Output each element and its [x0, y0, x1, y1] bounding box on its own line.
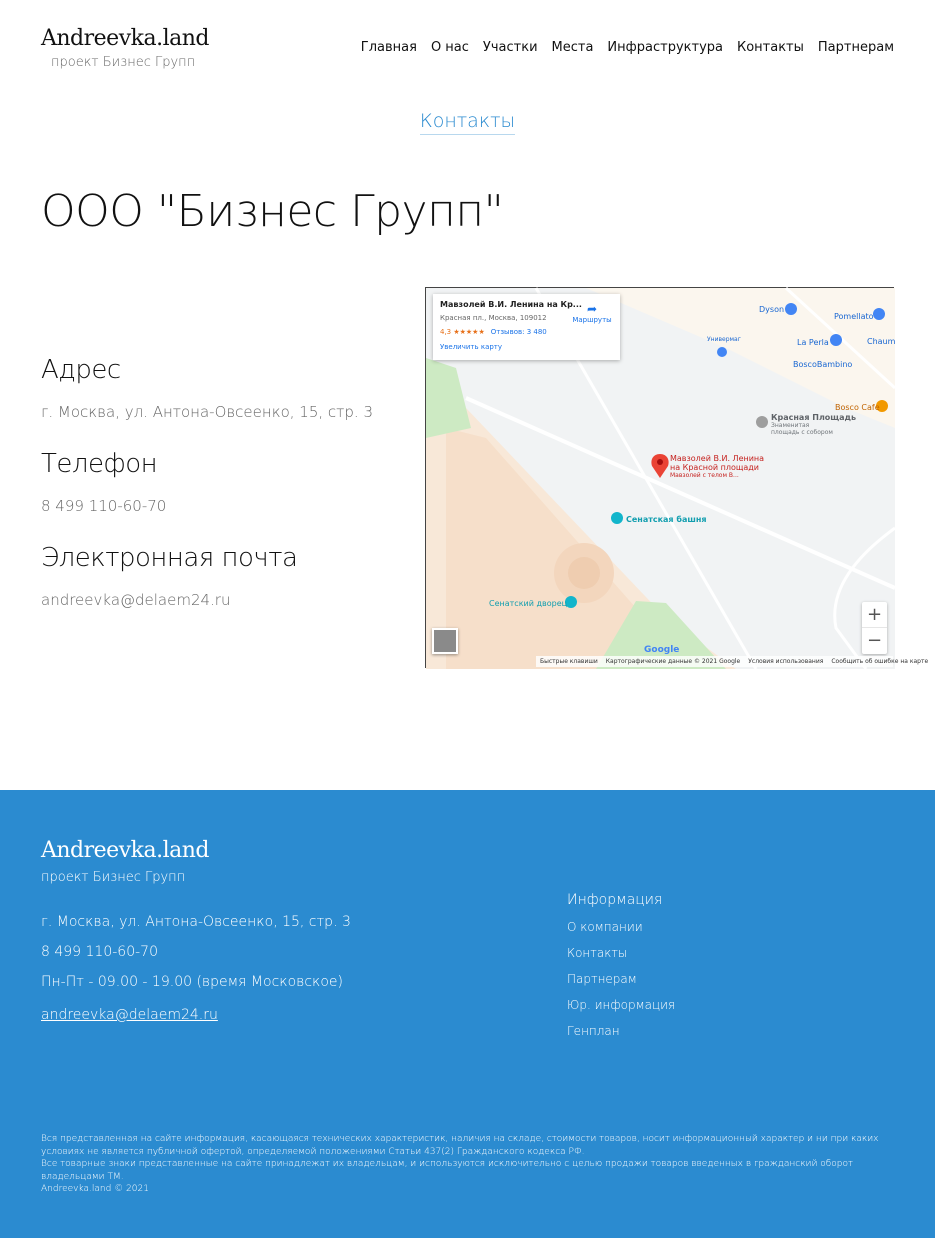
legal-trademarks: Все товарные знаки представленные на сайте принадлежат их владельцам, и используются исключительно с целью продажи товаров введенных в гражданский оборот владельцами ТМ. — [41, 1159, 853, 1182]
footer-hours: Пн-Пт - 09.00 - 19.00 (время Московское) — [41, 974, 343, 990]
email-value[interactable]: andreevka@delaem24.ru — [41, 591, 231, 609]
rating-stars: 4,3 ★★★★★ — [440, 328, 485, 336]
footer-legal — [41, 1133, 881, 1196]
map-zoom-controls — [862, 602, 887, 654]
enlarge-map-link[interactable]: Увеличить карту — [440, 343, 503, 351]
map-footer-terms[interactable]: Условия использования — [748, 658, 824, 665]
map-place-rating — [440, 328, 613, 336]
phone-heading: Телефон — [41, 449, 158, 479]
map-label-bosco-bambino[interactable]: BoscoBambino — [793, 360, 853, 369]
map-place-title: Мавзолей В.И. Ленина на Кр... — [440, 300, 582, 309]
reviews-link[interactable]: Отзывов: 3 480 — [490, 328, 547, 336]
site-footer — [0, 790, 935, 1238]
footer-email[interactable]: andreevka@delaem24.ru — [41, 1007, 218, 1023]
google-logo: Google — [644, 645, 680, 655]
map-place-address: Красная пл., Москва, 109012 — [440, 314, 547, 322]
zoom-in-button[interactable]: + — [862, 602, 887, 628]
nav-item-contacts[interactable]: Контакты — [736, 40, 804, 55]
google-map[interactable] — [425, 287, 929, 668]
footer-link-masterplan[interactable]: Генплан — [567, 1024, 620, 1038]
nav-item-partners[interactable]: Партнерам — [817, 40, 894, 55]
footer-contacts — [41, 914, 351, 1023]
map-label-dyson[interactable]: Dyson — [759, 305, 785, 314]
map-footer-data: Картографические данные © 2021 Google — [605, 658, 741, 665]
map-label-senate-tower[interactable]: Сенатская башня — [626, 515, 707, 524]
footer-phone[interactable]: 8 499 110-60-70 — [41, 944, 158, 960]
logo-title: Andreevka.land — [41, 26, 209, 51]
footer-menu-title: Информация — [567, 892, 663, 908]
map-label-mausoleum-3: Мавзолей с телом В... — [670, 472, 739, 479]
map-label-bosco-cafe[interactable]: Bosco Cafe — [835, 403, 880, 412]
map-label-laperla[interactable]: La Perla — [797, 338, 829, 347]
map-label-red-square[interactable]: Красная Площадь — [771, 413, 857, 422]
main-nav — [361, 40, 894, 55]
contact-info — [41, 355, 401, 637]
zoom-out-button[interactable]: − — [866, 630, 883, 651]
map-footer — [536, 656, 929, 667]
email-heading: Электронная почта — [41, 543, 298, 573]
page-title: ООО "Бизнес Групп" — [41, 186, 504, 237]
logo[interactable] — [41, 26, 209, 70]
page-heading-link[interactable]: Контакты — [420, 110, 515, 135]
address-value: г. Москва, ул. Антона-Овсеенко, 15, стр. 3 — [41, 403, 374, 421]
copyright: Andreevka.land © 2021 — [41, 1184, 149, 1194]
map-label-senate-palace[interactable]: Сенатский дворец — [489, 599, 568, 608]
map-label-pomellato[interactable]: Pomellato — [834, 312, 874, 321]
satellite-toggle[interactable] — [432, 628, 458, 654]
map-footer-report[interactable]: Сообщить об ошибке на карте — [831, 658, 929, 665]
nav-item-plots[interactable]: Участки — [482, 40, 538, 55]
footer-link-legal[interactable]: Юр. информация — [567, 998, 676, 1012]
address-heading: Адрес — [41, 355, 121, 385]
map-label-chaum[interactable]: Chaum — [867, 337, 896, 346]
footer-link-partners[interactable]: Партнерам — [567, 972, 637, 986]
directions-label: Маршруты — [572, 316, 612, 324]
directions-button[interactable] — [572, 302, 612, 324]
map-label-univermag[interactable]: Универмаг — [707, 336, 741, 343]
map-place-card — [433, 294, 620, 360]
nav-item-infrastructure[interactable]: Инфраструктура — [607, 40, 723, 55]
footer-link-about[interactable]: О компании — [567, 920, 643, 934]
directions-icon: ➦ — [586, 302, 598, 316]
nav-item-home[interactable]: Главная — [360, 40, 417, 55]
footer-logo-subtitle: проект Бизнес Групп — [41, 870, 186, 885]
map-label-red-square-sub1: Знаменитая — [771, 422, 810, 429]
nav-item-about[interactable]: О нас — [430, 40, 469, 55]
breadcrumb — [0, 110, 935, 132]
map-label-red-square-sub2: площадь с собором — [771, 429, 833, 436]
map-label-mausoleum-2[interactable]: на Красной площади — [670, 463, 760, 472]
footer-logo-title[interactable]: Andreevka.land — [41, 838, 209, 863]
map-footer-shortcuts[interactable]: Быстрые клавиши — [540, 658, 598, 665]
map-label-mausoleum-1[interactable]: Мавзолей В.И. Ленина — [670, 454, 765, 463]
phone-value[interactable]: 8 499 110-60-70 — [41, 497, 167, 515]
site-header — [0, 0, 935, 90]
footer-address: г. Москва, ул. Антона-Овсеенко, 15, стр. 3 — [41, 914, 351, 930]
legal-disclaimer: Вся представленная на сайте информация, касающаяся технических характеристик, наличия на складе, стоимости товаров, носит информационный характер и ни при каких условиях не является публичной офертой, определяемой положениями Статьи 437(2) Гражданского кодекса РФ. — [41, 1134, 879, 1157]
footer-link-contacts[interactable]: Контакты — [567, 946, 628, 960]
nav-item-places[interactable]: Места — [551, 40, 594, 55]
logo-subtitle: проект Бизнес Групп — [51, 55, 196, 70]
footer-menu — [567, 892, 675, 1050]
